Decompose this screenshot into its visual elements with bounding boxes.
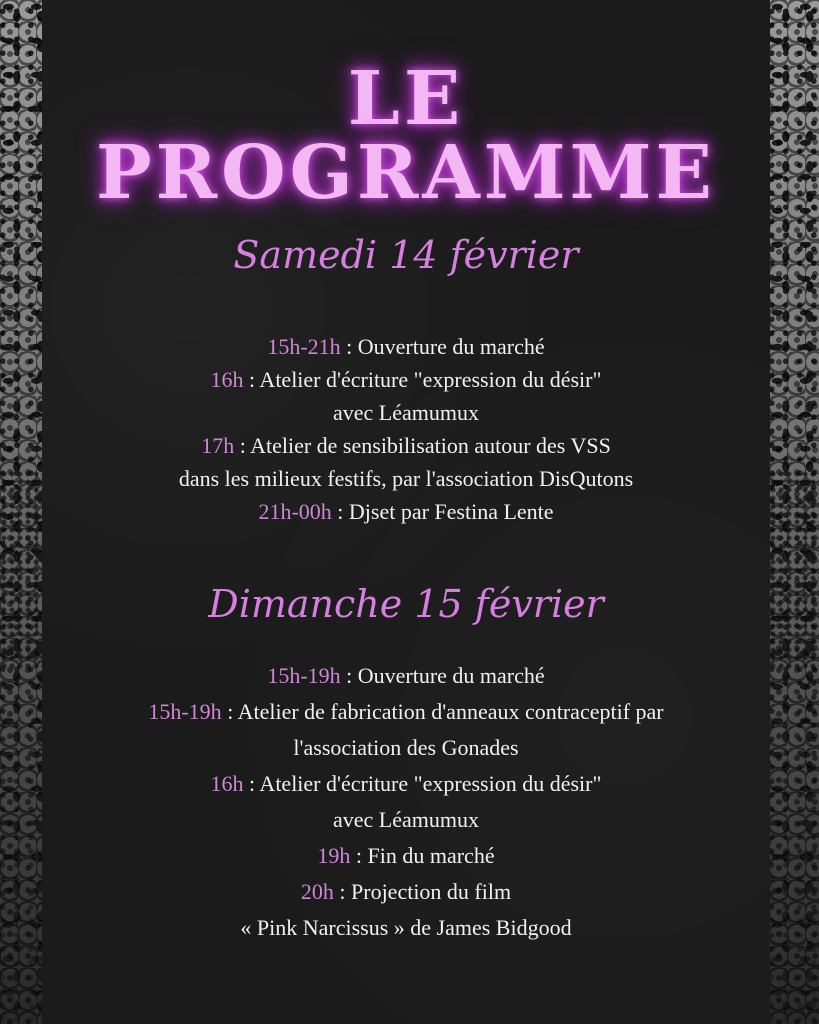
schedule-time: 19h — [317, 843, 351, 868]
schedule-line — [42, 874, 770, 910]
left-decorative-strip — [0, 0, 42, 1024]
sunday-heading: Dimanche 15 février — [208, 582, 604, 626]
right-dot-pattern — [769, 470, 819, 670]
schedule-text: : Atelier de fabrication d'anneaux contraceptif par — [221, 699, 664, 724]
schedule-time: 20h — [300, 879, 334, 904]
schedule-line — [42, 396, 770, 429]
schedule-time: 15h-19h — [148, 699, 222, 724]
schedule-line — [42, 429, 770, 462]
schedule-line — [42, 363, 770, 396]
schedule-text: : Atelier d'écriture "expression du désir" — [243, 771, 602, 796]
schedule-text: : Ouverture du marché — [340, 334, 545, 359]
schedule-text: : Djset par Festina Lente — [331, 499, 554, 524]
schedule-time: 15h-19h — [267, 663, 341, 688]
schedule-line — [42, 694, 770, 730]
schedule-line — [42, 495, 770, 528]
schedule-text: : Ouverture du marché — [340, 663, 545, 688]
left-dot-pattern — [0, 470, 42, 670]
schedule-line — [42, 802, 770, 838]
schedule-text: : Atelier d'écriture "expression du désir" — [243, 367, 602, 392]
schedule-text: avec Léamumux — [333, 807, 479, 832]
schedule-text: l'association des Gonades — [293, 735, 519, 760]
sunday-schedule — [42, 658, 770, 946]
schedule-text: avec Léamumux — [333, 400, 479, 425]
schedule-text: dans les milieux festifs, par l'association DisQutons — [178, 466, 634, 491]
schedule-line — [42, 766, 770, 802]
schedule-line — [42, 330, 770, 363]
saturday-heading: Samedi 14 février — [233, 233, 579, 277]
schedule-text: « Pink Narcissus » de James Bidgood — [240, 915, 572, 940]
schedule-time: 21h-00h — [258, 499, 332, 524]
right-decorative-strip — [769, 0, 819, 1024]
schedule-line — [42, 730, 770, 766]
schedule-time: 16h — [210, 367, 244, 392]
schedule-line — [42, 462, 770, 495]
schedule-line — [42, 658, 770, 694]
schedule-text: : Projection du film — [333, 879, 512, 904]
program-panel — [42, 0, 770, 1024]
page-title: LE PROGRAMME — [96, 56, 716, 216]
schedule-time: 17h — [201, 433, 235, 458]
schedule-line — [42, 910, 770, 946]
saturday-schedule — [42, 330, 770, 528]
schedule-time: 16h — [210, 771, 244, 796]
schedule-text: : Atelier de sensibilisation autour des VSS — [234, 433, 611, 458]
schedule-time: 15h-21h — [267, 334, 341, 359]
schedule-text: : Fin du marché — [350, 843, 495, 868]
schedule-line — [42, 838, 770, 874]
